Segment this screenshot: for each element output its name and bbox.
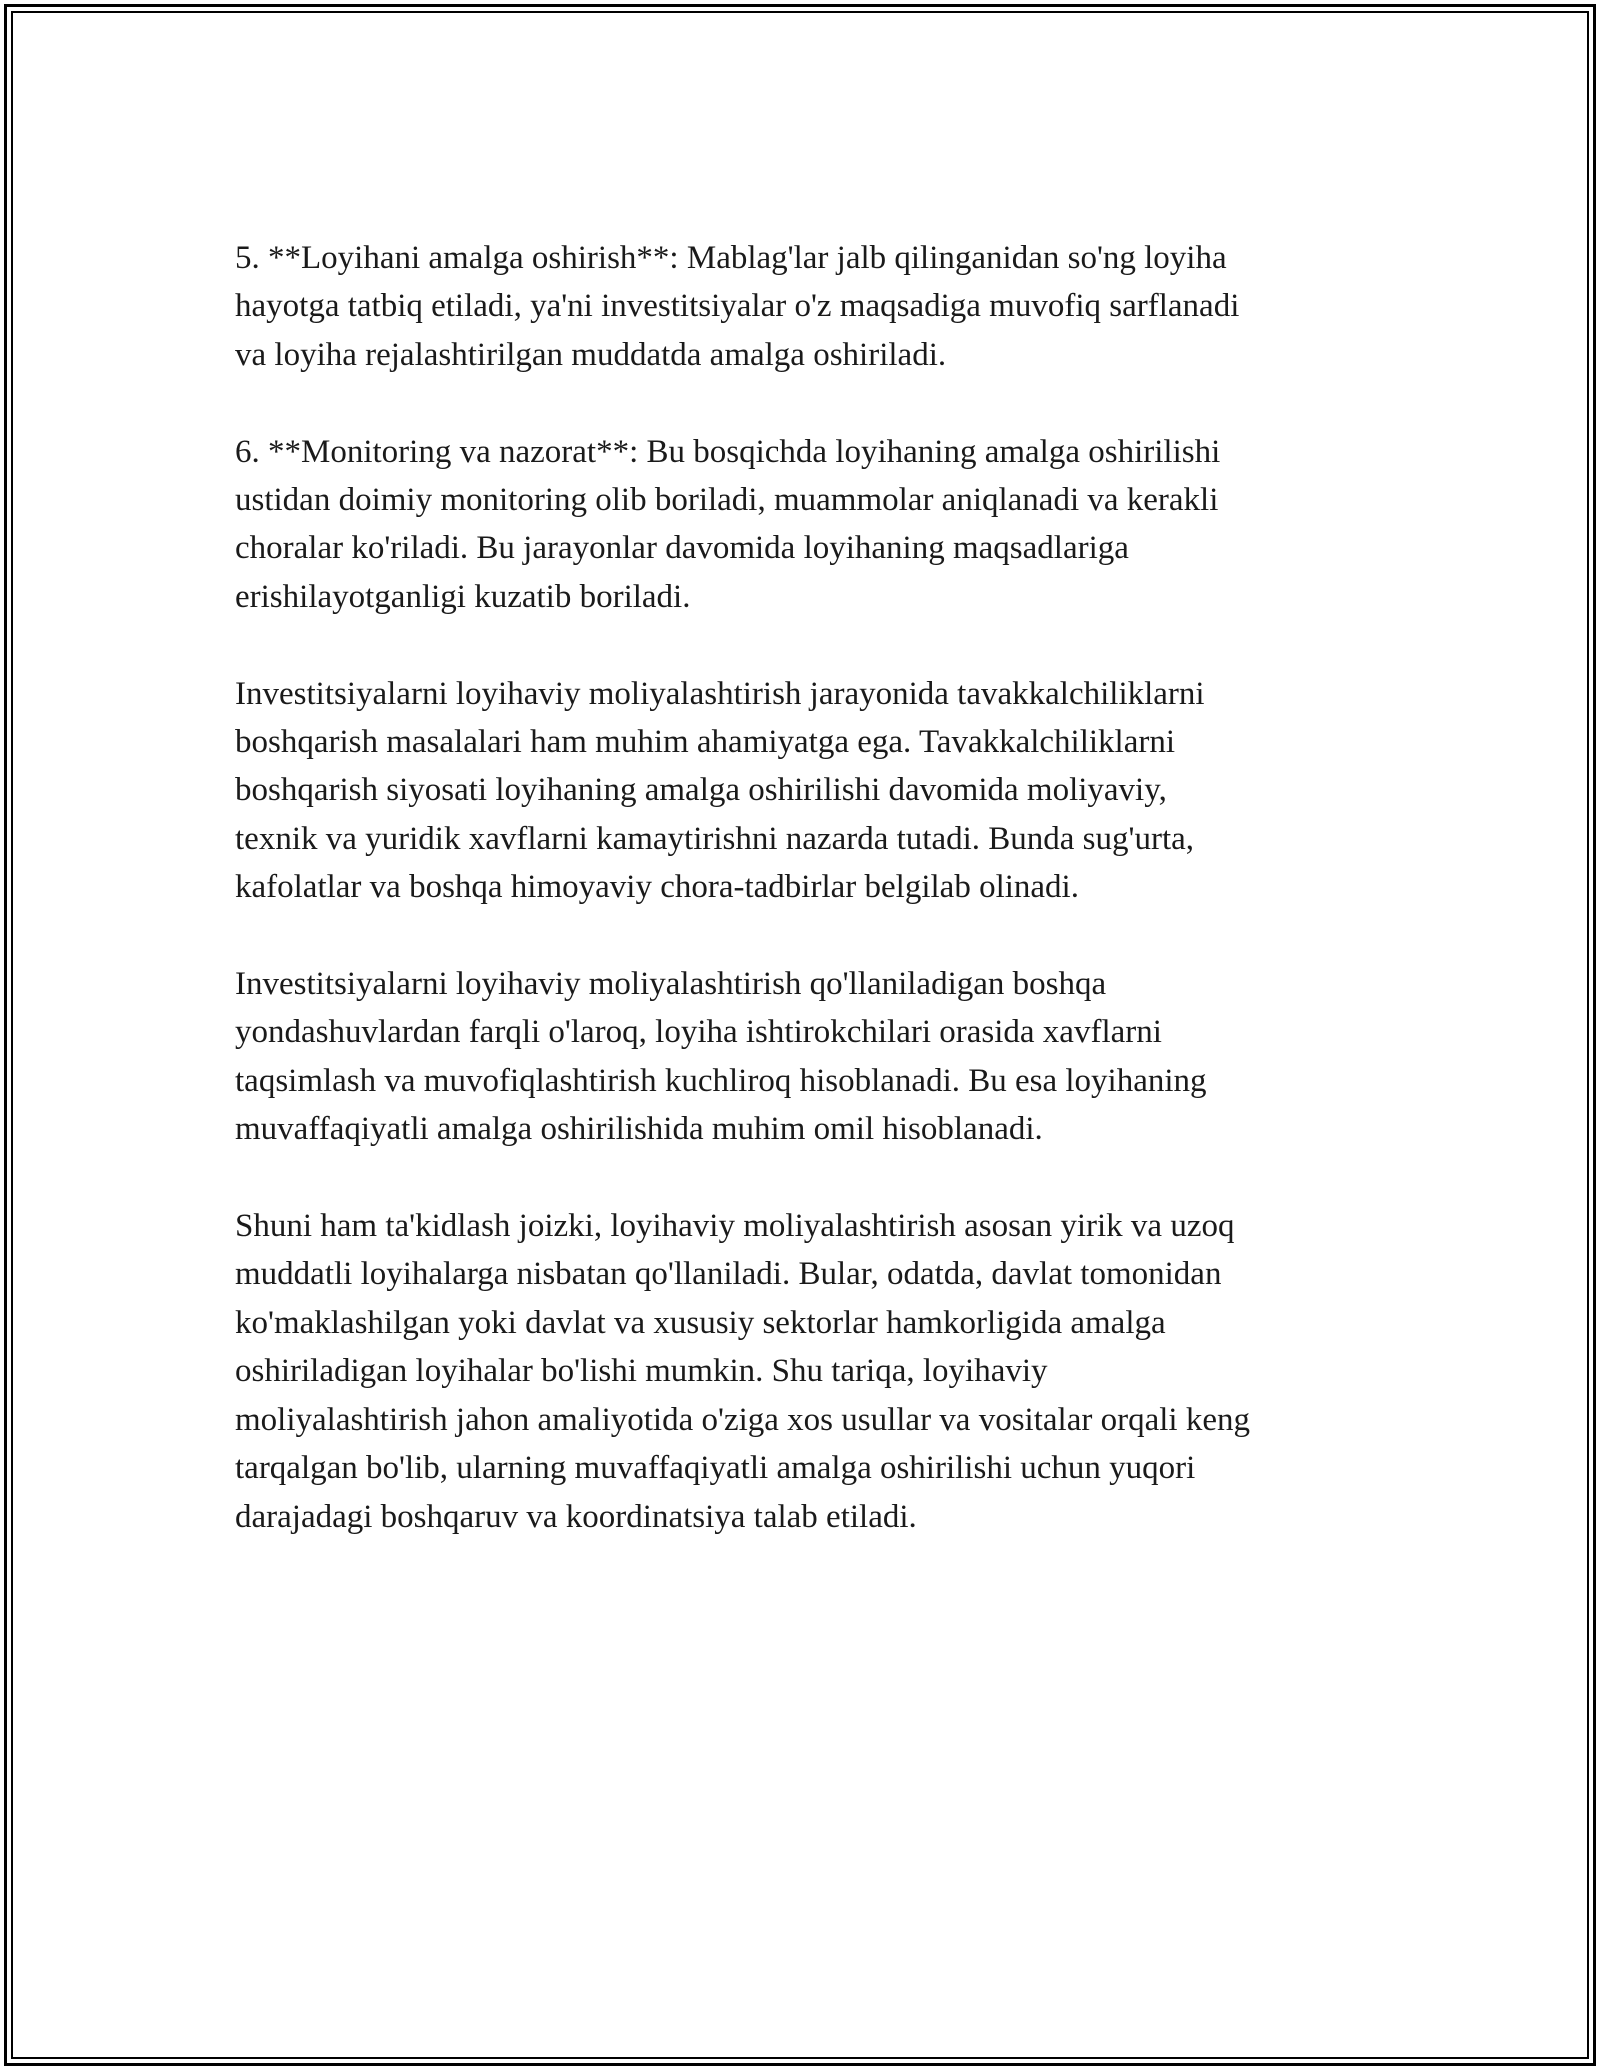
text-line: texnik va yuridik xavflarni kamaytirishni nazarda tutadi. Bunda sug'urta, (235, 820, 1195, 857)
paragraph-step-5 (235, 234, 1375, 379)
text-line: ko'maklashilgan yoki davlat va xususiy sektorlar hamkorligida amalga (235, 1304, 1166, 1341)
text-line: moliyalashtirish jahon amaliyotida o'ziga xos usullar va vositalar orqali keng (235, 1401, 1250, 1438)
text-line: ustidan doimiy monitoring olib boriladi, muammolar aniqlanadi va kerakli (235, 482, 1219, 519)
paragraph-step-6 (235, 428, 1375, 622)
text-line: muvaffaqiyatli amalga oshirilishida muhim omil hisoblanadi. (235, 1111, 1043, 1148)
text-line: boshqarish siyosati loyihaning amalga oshirilishi davomida moliyaviy, (235, 772, 1167, 809)
text-line: muddatli loyihalarga nisbatan qo'llaniladi. Bular, odatda, davlat tomonidan (235, 1256, 1222, 1293)
text-line: va loyiha rejalashtirilgan muddatda amalga oshiriladi. (235, 336, 947, 373)
text-line: yondashuvlardan farqli o'laroq, loyiha ishtirokchilari orasida xavflarni (235, 1014, 1162, 1051)
text-line: tarqalgan bo'lib, ularning muvaffaqiyatli amalga oshirilishi uchun yuqori (235, 1450, 1196, 1487)
text-line: Investitsiyalarni loyihaviy moliyalashtirish qo'llaniladigan boshqa (235, 966, 1107, 1003)
text-line: 6. **Monitoring va nazorat**: Bu bosqichda loyihaning amalga oshirilishi (235, 433, 1221, 470)
document-body (235, 234, 1375, 1589)
text-line: kafolatlar va boshqa himoyaviy chora-tadbirlar belgilab olinadi. (235, 869, 1079, 906)
text-line: 5. **Loyihani amalga oshirish**: Mablag'lar jalb qilinganidan so'ng loyiha (235, 240, 1227, 276)
paragraph-risk-distribution (235, 960, 1375, 1154)
text-line: oshiriladigan loyihalar bo'lishi mumkin. Shu tariqa, loyihaviy (235, 1353, 1048, 1390)
text-line: boshqarish masalalari ham muhim ahamiyatga ega. Tavakkalchiliklarni (235, 724, 1176, 761)
text-line: taqsimlash va muvofiqlashtirish kuchliroq hisoblanadi. Bu esa loyihaning (235, 1062, 1207, 1099)
text-line: erishilayotganligi kuzatib boriladi. (235, 578, 691, 615)
text-line: Investitsiyalarni loyihaviy moliyalashtirish jarayonida tavakkalchiliklarni (235, 675, 1205, 712)
paragraph-risk-management (235, 670, 1375, 912)
paragraph-conclusion (235, 1202, 1375, 1541)
text-line: Shuni ham ta'kidlash joizki, loyihaviy moliyalashtirish asosan yirik va uzoq (235, 1208, 1235, 1245)
text-line: darajadagi boshqaruv va koordinatsiya talab etiladi. (235, 1498, 917, 1535)
text-line: hayotga tatbiq etiladi, ya'ni investitsiyalar o'z maqsadiga muvofiq sarflanadi (235, 288, 1240, 325)
text-line: choralar ko'riladi. Bu jarayonlar davomida loyihaning maqsadlariga (235, 530, 1129, 567)
